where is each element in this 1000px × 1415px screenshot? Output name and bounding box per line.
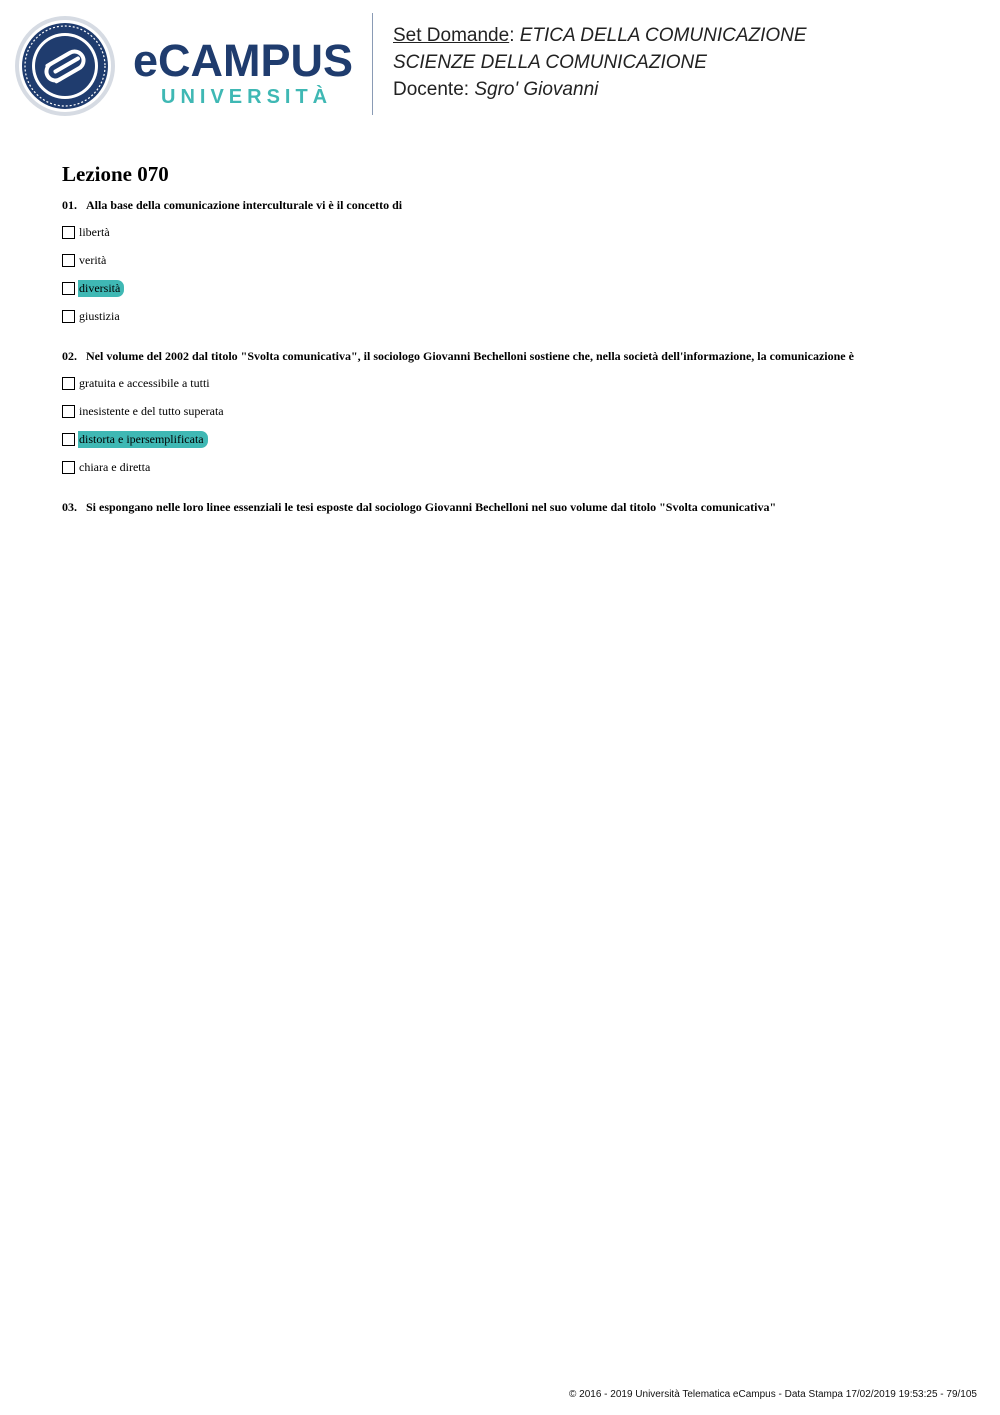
set-label: Set Domande xyxy=(393,25,510,46)
question-text: Si espongano nelle loro linee essenziali le tesi esposte dal sociologo Giovanni Bechelloni nel suo volume dal titolo "Svolta comunicativa" xyxy=(86,500,777,514)
page-header xyxy=(0,0,1000,130)
option-text: inesistente e del tutto superata xyxy=(79,403,224,418)
option-q2-d[interactable] xyxy=(62,459,152,475)
teacher-name: Sgro' Giovanni xyxy=(474,79,599,100)
question-number: 02. xyxy=(62,349,77,363)
answer-checkbox[interactable] xyxy=(62,405,75,418)
option-text: chiara e diretta xyxy=(79,459,151,474)
option-text-highlighted: distorta e ipersemplificata xyxy=(78,431,208,448)
option-text: gratuita e accessibile a tutti xyxy=(79,375,210,390)
answer-checkbox[interactable] xyxy=(62,377,75,390)
header-divider xyxy=(372,13,373,115)
option-q2-b[interactable] xyxy=(62,403,226,419)
option-q2-a[interactable] xyxy=(62,375,212,391)
option-text: verità xyxy=(79,252,107,267)
question-text: Alla base della comunicazione interculturale vi è il concetto di xyxy=(86,198,403,212)
answer-checkbox[interactable] xyxy=(62,226,75,239)
question-3 xyxy=(62,500,776,515)
page-footer: © 2016 - 2019 Università Telematica eCampus - Data Stampa 17/02/2019 19:53:25 - 79/105 xyxy=(569,1389,977,1400)
option-q2-c[interactable] xyxy=(62,431,208,447)
teacher-label: Docente: xyxy=(393,79,475,100)
logo-sub: UNIVERSITÀ xyxy=(161,86,333,108)
option-q1-c[interactable] xyxy=(62,280,124,296)
option-text: libertà xyxy=(79,224,110,239)
answer-checkbox[interactable] xyxy=(62,282,75,295)
option-text-highlighted: diversità xyxy=(78,280,124,297)
question-number: 01. xyxy=(62,198,77,212)
question-number: 03. xyxy=(62,500,77,514)
teacher-line xyxy=(393,76,807,103)
option-text: giustizia xyxy=(79,308,120,323)
ecampus-wordmark xyxy=(133,35,354,108)
question-1 xyxy=(62,198,402,213)
course-name: SCIENZE DELLA COMUNICAZIONE xyxy=(393,52,707,73)
logo-brand: eCAMPUS xyxy=(133,35,354,86)
option-q1-d[interactable] xyxy=(62,308,122,324)
answer-checkbox[interactable] xyxy=(62,254,75,267)
lesson-title: Lezione 070 xyxy=(62,162,169,186)
set-info xyxy=(393,22,807,103)
answer-checkbox[interactable] xyxy=(62,433,75,446)
question-text: Nel volume del 2002 dal titolo "Svolta comunicativa", il sociologo Giovanni Bechelloni sostiene che, nella società dell'informazione, la comunicazione è xyxy=(86,349,854,363)
answer-checkbox[interactable] xyxy=(62,461,75,474)
option-q1-b[interactable] xyxy=(62,252,108,268)
question-2 xyxy=(62,349,854,364)
ecampus-seal-icon xyxy=(14,15,116,117)
set-line: Set Domande: ETICA DELLA COMUNICAZIONE xyxy=(393,25,807,46)
answer-checkbox[interactable] xyxy=(62,310,75,323)
set-title: ETICA DELLA COMUNICAZIONE xyxy=(519,25,807,46)
option-q1-a[interactable] xyxy=(62,224,112,240)
